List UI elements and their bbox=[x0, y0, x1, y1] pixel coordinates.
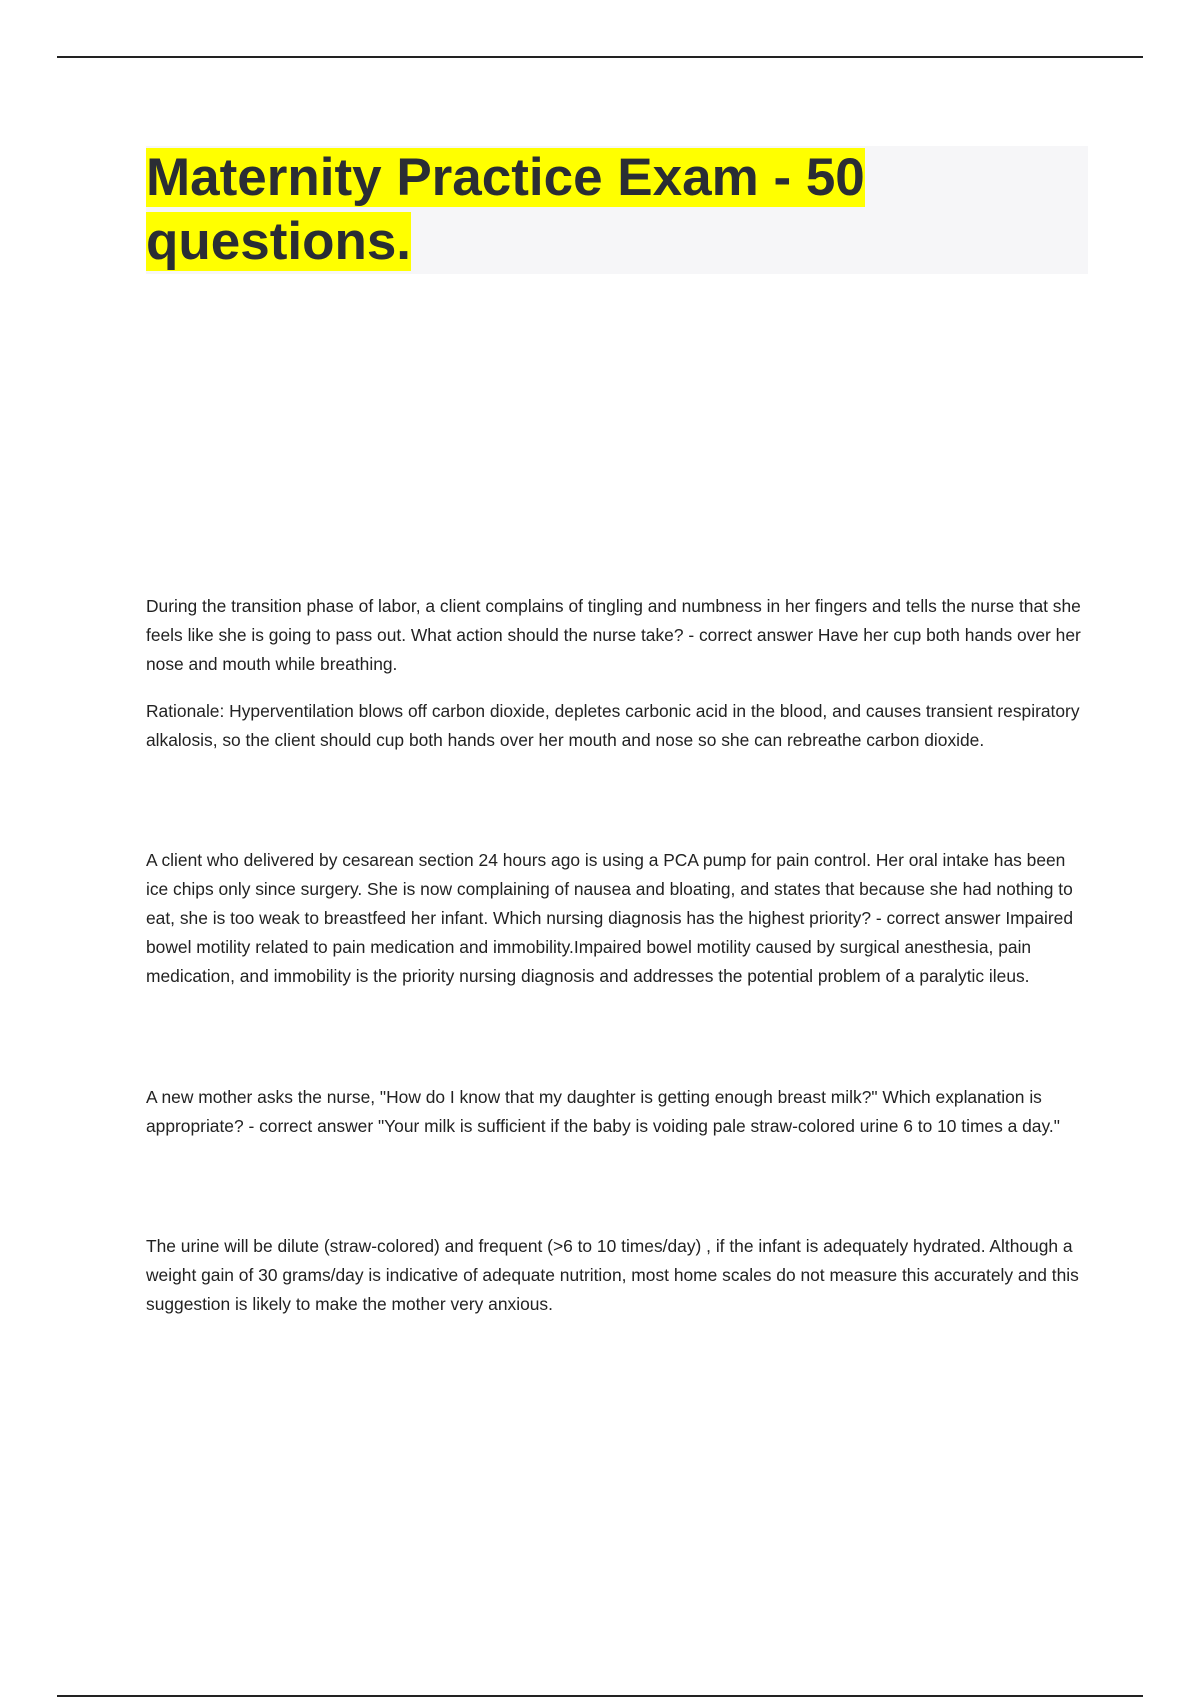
title-highlight: Maternity Practice Exam - 50 questions. bbox=[146, 148, 865, 271]
question-3: A new mother asks the nurse, "How do I know that my daughter is getting enough breast milk?" Which explanation is appropriate? - correct answer "Your milk is sufficient if the baby is voiding pale straw-colored urine 6 to 10 times a day." bbox=[146, 1087, 1060, 1136]
rationale-1: Rationale: Hyperventilation blows off carbon dioxide, depletes carbonic acid in the blood, and causes transient respiratory alkalosis, so the client should cup both hands over her mouth and nose so she can rebreathe carbon dioxide. bbox=[146, 701, 1080, 750]
rationale-3: The urine will be dilute (straw-colored) and frequent (>6 to 10 times/day) , if the infant is adequately hydrated. Although a weight gain of 30 grams/day is indicative of adequate nutrition, most home scales do not measure this accurately and this suggestion is likely to make the mother very anxious. bbox=[146, 1236, 1079, 1314]
top-rule bbox=[57, 56, 1143, 58]
bottom-rule bbox=[57, 1695, 1143, 1697]
question-2: A client who delivered by cesarean section 24 hours ago is using a PCA pump for pain control. Her oral intake has been ice chips only since surgery. She is now complaining of nausea and bloating, and states that because she had nothing to eat, she is too weak to breastfeed her infant. Which nursing diagnosis has the highest priority? - correct answer Impaired bowel motility related to pain medication and immobility.Impaired bowel motility caused by surgical anesthesia, pain medication, and immobility is the priority nursing diagnosis and addresses the potential problem of a paralytic ileus. bbox=[146, 850, 1074, 986]
question-1: During the transition phase of labor, a client complains of tingling and numbness in her fingers and tells the nurse that she feels like she is going to pass out. What action should the nurse take? - correct answer Have her cup both hands over her nose and mouth while breathing. bbox=[146, 596, 1081, 674]
page-title bbox=[146, 146, 1088, 274]
